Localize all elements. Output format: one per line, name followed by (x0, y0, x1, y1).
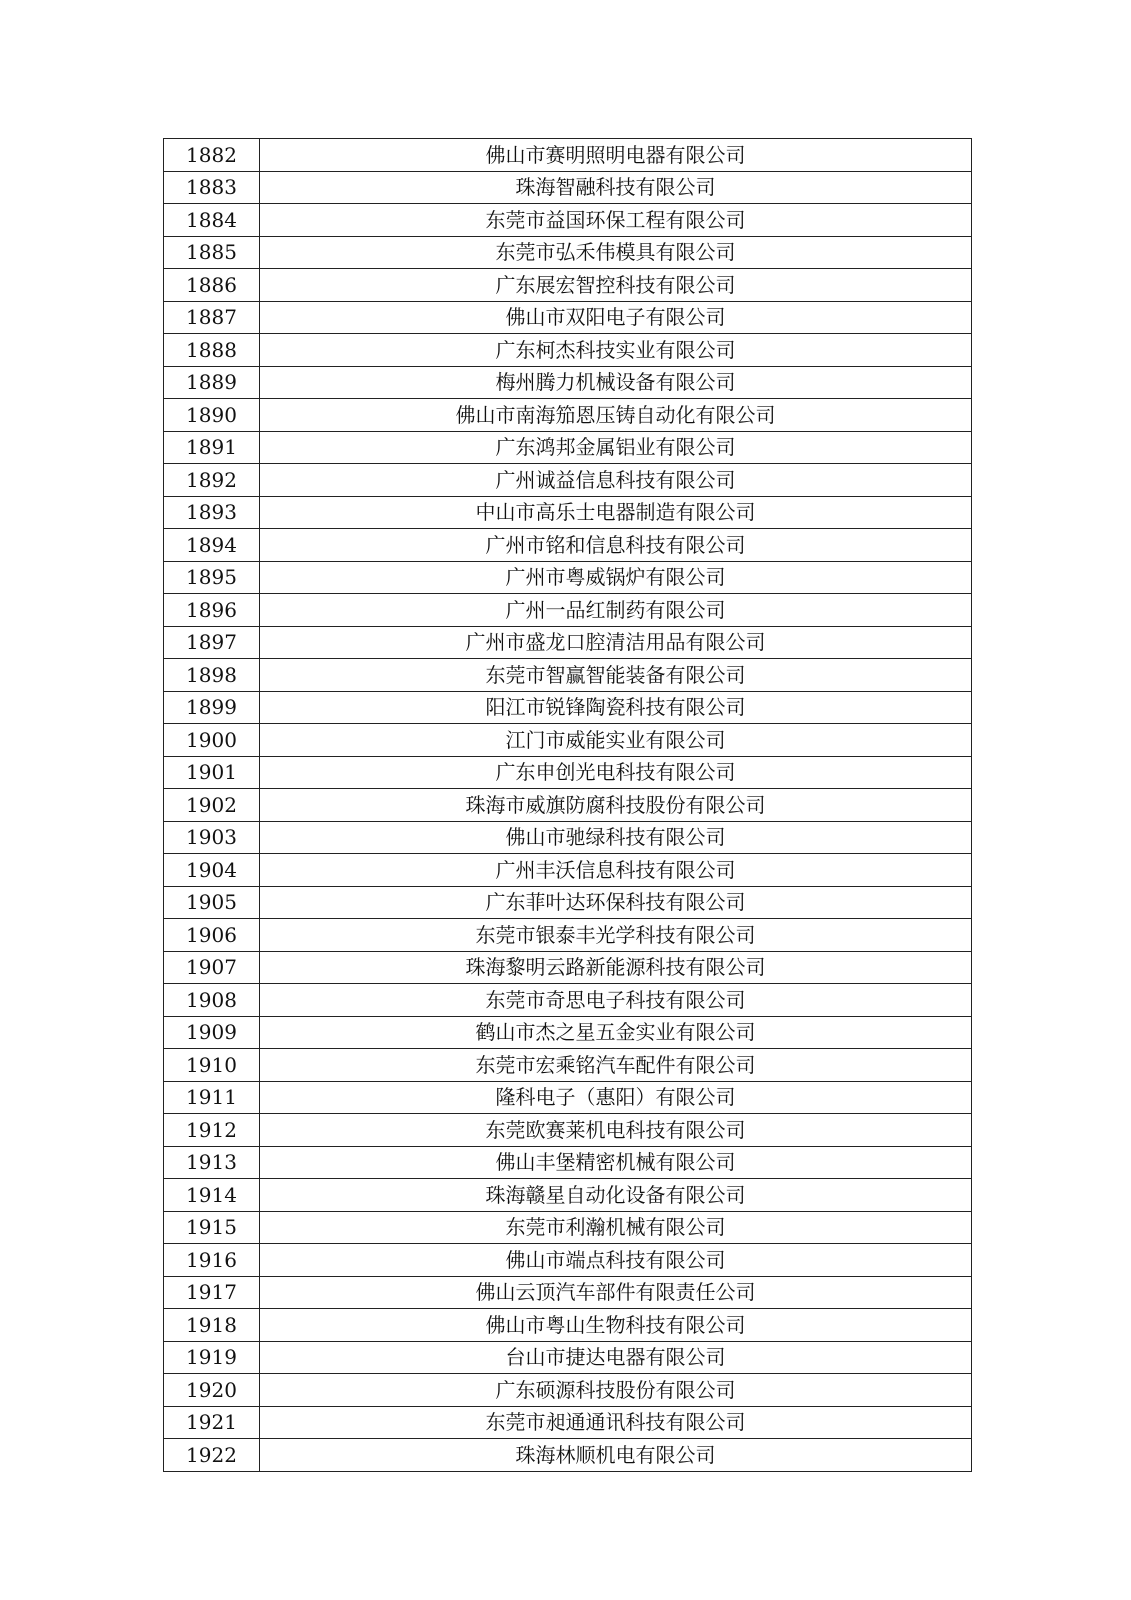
row-number: 1901 (164, 756, 260, 789)
company-name: 广州市粤威锅炉有限公司 (260, 561, 972, 594)
company-name: 珠海黎明云路新能源科技有限公司 (260, 951, 972, 984)
row-number: 1895 (164, 561, 260, 594)
row-number: 1904 (164, 854, 260, 887)
table-row (164, 789, 972, 822)
table-row (164, 659, 972, 692)
row-number: 1902 (164, 789, 260, 822)
company-name: 东莞市益国环保工程有限公司 (260, 204, 972, 237)
row-number: 1915 (164, 1211, 260, 1244)
table-row (164, 1406, 972, 1439)
company-name: 佛山市南海笳恩压铸自动化有限公司 (260, 399, 972, 432)
row-number: 1884 (164, 204, 260, 237)
table-row (164, 301, 972, 334)
table-row (164, 204, 972, 237)
table-row (164, 366, 972, 399)
company-name: 东莞市弘禾伟模具有限公司 (260, 236, 972, 269)
row-number: 1898 (164, 659, 260, 692)
row-number: 1922 (164, 1439, 260, 1472)
row-number: 1894 (164, 529, 260, 562)
company-name: 江门市威能实业有限公司 (260, 724, 972, 757)
row-number: 1912 (164, 1114, 260, 1147)
company-name: 广州一品红制药有限公司 (260, 594, 972, 627)
company-name: 珠海市威旗防腐科技股份有限公司 (260, 789, 972, 822)
row-number: 1913 (164, 1146, 260, 1179)
row-number: 1916 (164, 1244, 260, 1277)
row-number: 1882 (164, 139, 260, 172)
row-number: 1890 (164, 399, 260, 432)
company-name: 佛山市粤山生物科技有限公司 (260, 1309, 972, 1342)
table-row (164, 464, 972, 497)
row-number: 1919 (164, 1341, 260, 1374)
company-name: 佛山云顶汽车部件有限责任公司 (260, 1276, 972, 1309)
table-row (164, 236, 972, 269)
table-row (164, 1244, 972, 1277)
company-name: 东莞市智赢智能装备有限公司 (260, 659, 972, 692)
company-name: 广东鸿邦金属铝业有限公司 (260, 431, 972, 464)
company-list-table (163, 138, 972, 1472)
row-number: 1897 (164, 626, 260, 659)
table-row (164, 1211, 972, 1244)
table-row (164, 1439, 972, 1472)
row-number: 1911 (164, 1081, 260, 1114)
company-name: 广东柯杰科技实业有限公司 (260, 334, 972, 367)
row-number: 1909 (164, 1016, 260, 1049)
company-name: 佛山丰堡精密机械有限公司 (260, 1146, 972, 1179)
table-row (164, 724, 972, 757)
table-row (164, 821, 972, 854)
row-number: 1891 (164, 431, 260, 464)
row-number: 1920 (164, 1374, 260, 1407)
company-name: 佛山市双阳电子有限公司 (260, 301, 972, 334)
row-number: 1887 (164, 301, 260, 334)
company-name: 珠海赣星自动化设备有限公司 (260, 1179, 972, 1212)
table-row (164, 496, 972, 529)
table-row (164, 951, 972, 984)
table-row (164, 1179, 972, 1212)
company-name: 广州诚益信息科技有限公司 (260, 464, 972, 497)
table-row (164, 171, 972, 204)
row-number: 1921 (164, 1406, 260, 1439)
company-name: 佛山市驰绿科技有限公司 (260, 821, 972, 854)
table-row (164, 139, 972, 172)
row-number: 1907 (164, 951, 260, 984)
row-number: 1888 (164, 334, 260, 367)
row-number: 1914 (164, 1179, 260, 1212)
row-number: 1899 (164, 691, 260, 724)
table-body (164, 139, 972, 1472)
company-name: 广州市铭和信息科技有限公司 (260, 529, 972, 562)
table-row (164, 1309, 972, 1342)
row-number: 1889 (164, 366, 260, 399)
table-row (164, 1049, 972, 1082)
table-row (164, 431, 972, 464)
company-name: 东莞欧赛莱机电科技有限公司 (260, 1114, 972, 1147)
table-row (164, 1341, 972, 1374)
company-name: 东莞市奇思电子科技有限公司 (260, 984, 972, 1017)
row-number: 1883 (164, 171, 260, 204)
row-number: 1917 (164, 1276, 260, 1309)
company-name: 佛山市赛明照明电器有限公司 (260, 139, 972, 172)
table-row (164, 269, 972, 302)
company-name: 东莞市宏乘铭汽车配件有限公司 (260, 1049, 972, 1082)
table-row (164, 1016, 972, 1049)
row-number: 1885 (164, 236, 260, 269)
company-name: 珠海林顺机电有限公司 (260, 1439, 972, 1472)
company-name: 鹤山市杰之星五金实业有限公司 (260, 1016, 972, 1049)
row-number: 1906 (164, 919, 260, 952)
table-row (164, 334, 972, 367)
row-number: 1900 (164, 724, 260, 757)
company-name: 广东申创光电科技有限公司 (260, 756, 972, 789)
table-row (164, 529, 972, 562)
table-row (164, 626, 972, 659)
table-row (164, 854, 972, 887)
row-number: 1886 (164, 269, 260, 302)
table-row (164, 1374, 972, 1407)
company-name: 中山市高乐士电器制造有限公司 (260, 496, 972, 529)
table-row (164, 919, 972, 952)
company-name: 广州市盛龙口腔清洁用品有限公司 (260, 626, 972, 659)
company-name: 佛山市端点科技有限公司 (260, 1244, 972, 1277)
row-number: 1908 (164, 984, 260, 1017)
table-row (164, 1276, 972, 1309)
table-row (164, 594, 972, 627)
company-name: 隆科电子（惠阳）有限公司 (260, 1081, 972, 1114)
table-row (164, 1114, 972, 1147)
table-row (164, 756, 972, 789)
company-name: 东莞市昶通通讯科技有限公司 (260, 1406, 972, 1439)
company-name: 广州丰沃信息科技有限公司 (260, 854, 972, 887)
row-number: 1910 (164, 1049, 260, 1082)
row-number: 1892 (164, 464, 260, 497)
row-number: 1896 (164, 594, 260, 627)
company-name: 阳江市锐锋陶瓷科技有限公司 (260, 691, 972, 724)
row-number: 1905 (164, 886, 260, 919)
row-number: 1893 (164, 496, 260, 529)
table-row (164, 984, 972, 1017)
company-name: 梅州腾力机械设备有限公司 (260, 366, 972, 399)
company-name: 台山市捷达电器有限公司 (260, 1341, 972, 1374)
row-number: 1918 (164, 1309, 260, 1342)
table-row (164, 561, 972, 594)
company-name: 广东菲叶达环保科技有限公司 (260, 886, 972, 919)
table-row (164, 1081, 972, 1114)
table-row (164, 691, 972, 724)
company-name: 东莞市利瀚机械有限公司 (260, 1211, 972, 1244)
row-number: 1903 (164, 821, 260, 854)
company-name: 东莞市银泰丰光学科技有限公司 (260, 919, 972, 952)
table-row (164, 1146, 972, 1179)
company-name: 广东展宏智控科技有限公司 (260, 269, 972, 302)
company-name: 广东硕源科技股份有限公司 (260, 1374, 972, 1407)
table-row (164, 399, 972, 432)
table-row (164, 886, 972, 919)
company-name: 珠海智融科技有限公司 (260, 171, 972, 204)
